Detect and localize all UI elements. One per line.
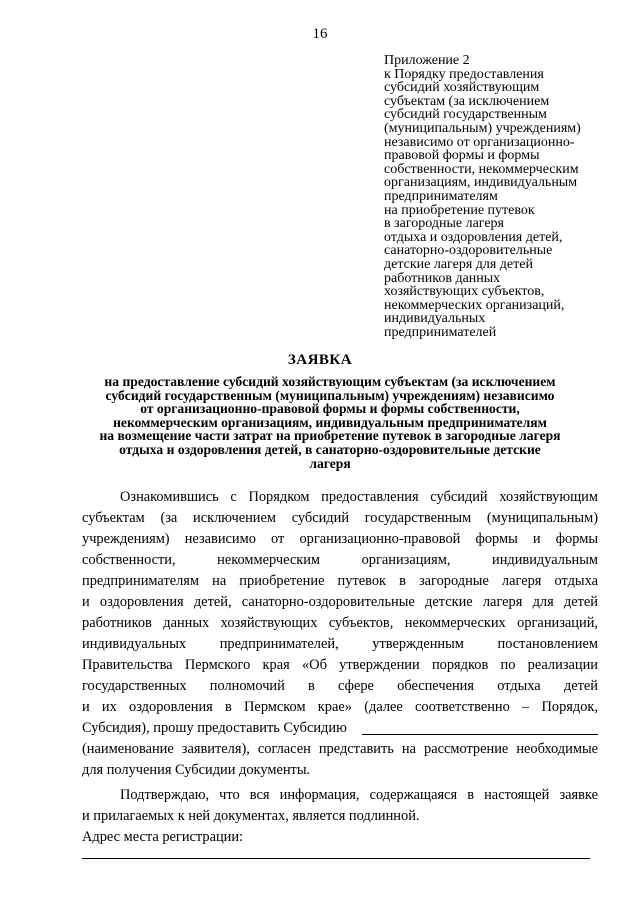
appendix-line: индивидуальных (384, 311, 486, 327)
paragraph-line: субъектам (за исключением субсидий государственным (муниципальным) (82, 510, 598, 526)
appendix-line: субсидий хозяйствующим (384, 80, 540, 96)
appendix-header (384, 54, 624, 339)
appendix-line: независимо от организационно- (384, 134, 575, 150)
applicant-name-field[interactable] (362, 734, 598, 735)
appendix-line: Приложение 2 (384, 53, 470, 68)
subtitle-line: от организационно-правовой формы и формы собственности, (140, 401, 520, 417)
paragraph-line: учреждениям) независимо от организационно-правовой формы и формы (82, 531, 598, 547)
document-subtitle (70, 375, 590, 470)
appendix-line: некоммерческих организаций, (384, 297, 565, 313)
paragraph-line: предпринимателям на приобретение путевок в загородные лагеря отдыха (82, 573, 598, 589)
subtitle-line: на предоставление субсидий хозяйствующим субъектам (за исключением (104, 374, 556, 389)
subtitle-line: некоммерческим организациям, индивидуальным предпринимателям (113, 414, 547, 430)
paragraph-line: и прилагаемых к ней документах, является подлинной. (82, 808, 420, 824)
paragraph-line: и оздоровления детей, санаторно-оздоровительные детские лагеря для детей (82, 594, 598, 610)
appendix-line: собственности, некоммерческим (384, 161, 579, 177)
paragraph-line: (наименование заявителя), согласен представить на рассмотрение необходимые (82, 741, 598, 757)
appendix-line: работников данных (384, 270, 501, 286)
paragraph-line: Подтверждаю, что вся информация, содержащаяся в настоящей заявке (120, 787, 598, 803)
paragraph-line: Ознакомившись с Порядком предоставления субсидий хозяйствующим (120, 489, 598, 505)
paragraph-line: работников данных хозяйствующих субъектов, некоммерческих организаций, (82, 615, 598, 631)
appendix-line: субъектам (за исключением (384, 93, 550, 109)
subtitle-line: субсидий государственным (муниципальным) учреждениям) независимо (105, 387, 555, 403)
address-label: Адрес места регистрации: (82, 829, 244, 845)
appendix-line: правовой формы и формы (384, 148, 540, 164)
subtitle-line: отдыха и оздоровления детей, в санаторно-оздоровительные детские (119, 441, 541, 457)
appendix-line: организациям, индивидуальным (384, 175, 578, 191)
appendix-line: отдыха и оздоровления детей, (384, 229, 563, 245)
subtitle-line: на возмещение части затрат на приобретение путевок в загородные лагеря (99, 428, 561, 444)
appendix-line: к Порядку предоставления (384, 66, 544, 82)
appendix-line: предпринимателям (384, 188, 498, 204)
paragraph-line: для получения Субсидии документы. (82, 762, 311, 778)
appendix-line: предпринимателей (384, 324, 497, 340)
appendix-line: субсидий государственным (384, 107, 547, 123)
subtitle-line: лагеря (309, 455, 351, 471)
appendix-line: на приобретение путевок (384, 202, 535, 218)
appendix-line: в загородные лагеря (384, 216, 504, 232)
page-number: 16 (312, 26, 328, 42)
appendix-line: санаторно-оздоровительные (384, 243, 553, 259)
appendix-line: детские лагеря для детей (384, 256, 533, 272)
paragraph-line: и их оздоровления в Пермском крае» (далее соответственно – Порядок, (82, 699, 598, 715)
paragraph-line: Субсидия), прошу предоставить Субсидию (82, 720, 347, 736)
paragraph-line: индивидуальных предпринимателей, утвержденным постановлением (82, 636, 598, 652)
paragraph-line: собственности, некоммерческим организациям, индивидуальным (82, 552, 598, 568)
appendix-line: (муниципальным) учреждениям) (384, 120, 581, 136)
paragraph-line: государственных полномочий в сфере обеспечения отдыха детей (82, 678, 598, 694)
paragraph-line: Правительства Пермского края «Об утверждении порядков по реализации (82, 657, 598, 673)
appendix-line: хозяйствующих субъектов, (384, 284, 545, 300)
address-field[interactable] (82, 858, 590, 859)
document-title: ЗАЯВКА (287, 352, 353, 368)
